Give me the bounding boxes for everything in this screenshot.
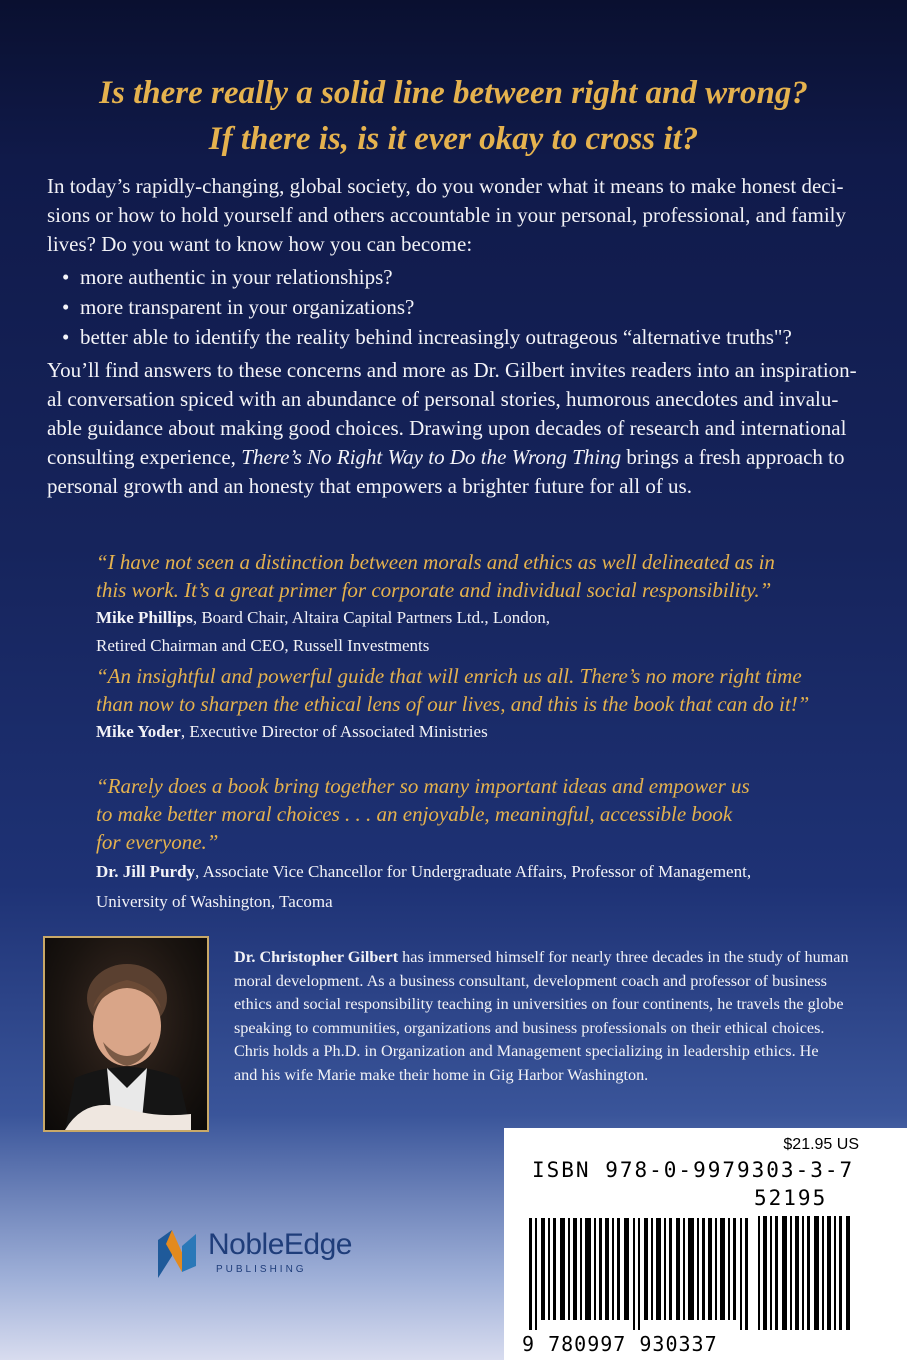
quote-line: to make better moral choices . . . an enjoyable, meaningful, accessible book bbox=[96, 802, 733, 826]
price-label: $21.95 US bbox=[783, 1136, 859, 1153]
barcode-main-icon bbox=[529, 1218, 751, 1330]
body-line-1: You’ll find answers to these concerns and more as Dr. Gilbert invites readers into an inspiration- bbox=[47, 358, 857, 382]
bio-line: Chris holds a Ph.D. in Organization and Management specializing in leadership ethics. He bbox=[234, 1042, 819, 1060]
bullet-icon: • bbox=[62, 325, 70, 349]
quote-attribution bbox=[96, 719, 856, 744]
endorser-role: , Executive Director of Associated Ministries bbox=[180, 722, 488, 741]
body-line-3: able guidance about making good choices. Drawing upon decades of research and international bbox=[47, 416, 847, 440]
body-line-4-pre: consulting experience, bbox=[47, 445, 242, 469]
endorsement-quote bbox=[96, 662, 856, 744]
bullet-item bbox=[62, 322, 882, 352]
endorser-role-line: University of Washington, Tacoma bbox=[96, 892, 333, 911]
intro-line-1: In today’s rapidly-changing, global society, do you wonder what it means to make honest deci- bbox=[47, 174, 844, 198]
bullet-item bbox=[62, 292, 882, 322]
noble-edge-n-icon bbox=[152, 1226, 202, 1282]
bio-line: and his wife Marie make their home in Gig Harbor Washington. bbox=[234, 1065, 649, 1084]
publisher-logo bbox=[152, 1226, 382, 1286]
body-line-5: personal growth and an honesty that empowers a brighter future for all of us. bbox=[47, 474, 692, 498]
intro-line-3: lives? Do you want to know how you can become: bbox=[47, 232, 473, 256]
intro-paragraph bbox=[47, 172, 867, 259]
bullet-icon: • bbox=[62, 295, 70, 319]
author-portrait-icon bbox=[45, 938, 207, 1130]
quote-attribution bbox=[96, 605, 856, 630]
endorser-name: Mike Yoder bbox=[96, 722, 181, 741]
endorser-name: Dr. Jill Purdy bbox=[96, 862, 196, 881]
bio-line: speaking to communities, organizations and business professionals on their ethical choices. bbox=[234, 1018, 825, 1037]
endorser-role: , Board Chair, Altaira Capital Partners Ltd., London, bbox=[192, 608, 551, 627]
quote-line: “Rarely does a book bring together so many important ideas and empower us bbox=[96, 774, 750, 798]
bio-line bbox=[234, 946, 864, 970]
author-photo bbox=[43, 936, 209, 1132]
bio-line-1: has immersed himself for nearly three decades in the study of human bbox=[398, 948, 849, 966]
publisher-subtitle: PUBLISHING bbox=[216, 1264, 307, 1275]
body-line-2: al conversation spiced with an abundance of personal stories, humorous anecdotes and invalu- bbox=[47, 387, 839, 411]
bullet-icon: • bbox=[62, 265, 70, 289]
bullet-list bbox=[62, 262, 882, 352]
quote-line: for everyone.” bbox=[96, 830, 219, 854]
author-name: Dr. Christopher Gilbert bbox=[234, 948, 399, 966]
body-line-4-post: brings a fresh approach to bbox=[621, 445, 845, 469]
bullet-item bbox=[62, 262, 882, 292]
addon-code: 52195 bbox=[754, 1186, 828, 1210]
quote-line: this work. It’s a great primer for corporate and individual social responsibility.” bbox=[96, 578, 772, 602]
endorser-name: Mike Phillips bbox=[96, 608, 193, 627]
barcode-panel bbox=[504, 1128, 907, 1360]
quote-attribution bbox=[96, 859, 856, 884]
barcode-addon-icon bbox=[756, 1216, 856, 1330]
bullet-text: more transparent in your organizations? bbox=[80, 295, 415, 319]
bullet-text: better able to identify the reality behind increasingly outrageous “alternative truths"? bbox=[80, 325, 792, 349]
headline-line-1: Is there really a solid line between right and wrong? bbox=[99, 75, 808, 111]
book-title: There’s No Right Way to Do the Wrong Thing bbox=[241, 445, 622, 469]
endorser-role: , Associate Vice Chancellor for Undergraduate Affairs, Professor of Management, bbox=[195, 862, 752, 881]
quote-line: “I have not seen a distinction between morals and ethics as well delineated as in bbox=[96, 550, 775, 574]
intro-line-2: sions or how to hold yourself and others accountable in your personal, professional, and family bbox=[47, 203, 846, 227]
body-line-4 bbox=[47, 443, 867, 472]
endorser-role-line: Retired Chairman and CEO, Russell Investments bbox=[96, 636, 430, 655]
publisher-name: NobleEdge bbox=[208, 1228, 352, 1261]
bio-line: ethics and social responsibility teaching in universities on four continents, he travels the globe bbox=[234, 995, 844, 1013]
isbn-text: ISBN 978-0-9979303-3-7 bbox=[532, 1158, 855, 1182]
endorsement-quote bbox=[96, 548, 856, 658]
quote-line: “An insightful and powerful guide that will enrich us all. There’s no more right time bbox=[96, 664, 802, 688]
bullet-text: more authentic in your relationships? bbox=[80, 265, 393, 289]
headline-line-2: If there is, is it ever okay to cross it? bbox=[208, 121, 699, 157]
endorsement-quote bbox=[96, 772, 856, 914]
author-bio bbox=[234, 946, 864, 1087]
body-paragraph bbox=[47, 356, 867, 501]
headline bbox=[0, 70, 907, 162]
quote-line: than now to sharpen the ethical lens of our lives, and this is the book that can do it!” bbox=[96, 692, 810, 716]
barcode-digits: 9 780997 930337 bbox=[522, 1332, 718, 1356]
bio-line: moral development. As a business consultant, development coach and professor of business bbox=[234, 971, 827, 990]
